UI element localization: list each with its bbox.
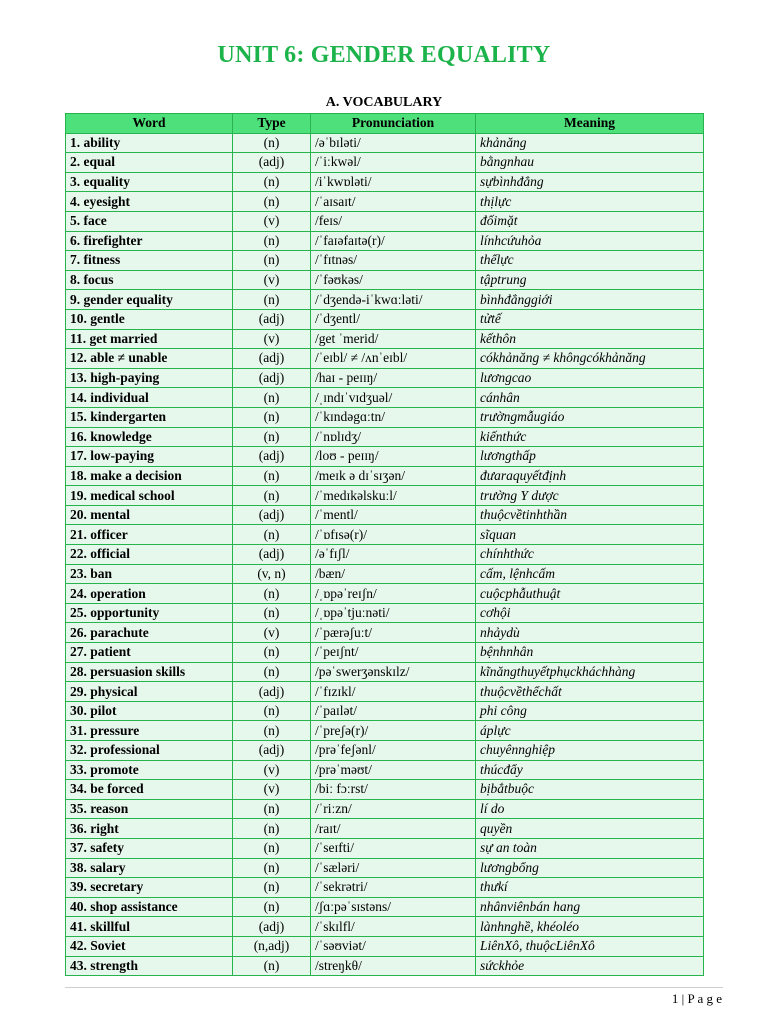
meaning-cell: lươngbổng bbox=[476, 858, 704, 878]
word-cell: 30. pilot bbox=[66, 701, 233, 721]
type-cell: (n) bbox=[233, 525, 311, 545]
type-cell: (v) bbox=[233, 780, 311, 800]
table-row bbox=[66, 819, 704, 839]
meaning-cell: kĩnăngthuyếtphụckháchhàng bbox=[476, 662, 704, 682]
table-header-row bbox=[66, 114, 704, 134]
type-cell: (adj) bbox=[233, 682, 311, 702]
word-cell: 37. safety bbox=[66, 838, 233, 858]
table-row bbox=[66, 721, 704, 741]
meaning-cell: kếthôn bbox=[476, 329, 704, 349]
word-cell: 2. equal bbox=[66, 153, 233, 173]
meaning-cell: cánhân bbox=[476, 388, 704, 408]
pronunciation-cell: /ˈsəʊviət/ bbox=[311, 936, 476, 956]
word-cell: 39. secretary bbox=[66, 878, 233, 898]
type-cell: (n) bbox=[233, 878, 311, 898]
meaning-cell: phi công bbox=[476, 701, 704, 721]
type-cell: (n) bbox=[233, 192, 311, 212]
table-row bbox=[66, 858, 704, 878]
table-row bbox=[66, 211, 704, 231]
pronunciation-cell: /iˈkwɒləti/ bbox=[311, 172, 476, 192]
pronunciation-cell: /haɪ - peɪɪŋ/ bbox=[311, 368, 476, 388]
meaning-cell: bịbắtbuộc bbox=[476, 780, 704, 800]
word-cell: 41. skillful bbox=[66, 917, 233, 937]
word-cell: 12. able ≠ unable bbox=[66, 349, 233, 369]
table-row bbox=[66, 623, 704, 643]
type-cell: (adj) bbox=[233, 741, 311, 761]
meaning-cell: bìnhđẳnggiới bbox=[476, 290, 704, 310]
header-pronunciation: Pronunciation bbox=[311, 114, 476, 134]
pronunciation-cell: /ˈeɪbl/ ≠ /ʌnˈeɪbl/ bbox=[311, 349, 476, 369]
pronunciation-cell: /ˈpærəʃuːt/ bbox=[311, 623, 476, 643]
type-cell: (n) bbox=[233, 897, 311, 917]
meaning-cell: cókhảnăng ≠ khôngcókhảnăng bbox=[476, 349, 704, 369]
type-cell: (n) bbox=[233, 643, 311, 663]
word-cell: 31. pressure bbox=[66, 721, 233, 741]
table-row bbox=[66, 192, 704, 212]
type-cell: (n) bbox=[233, 721, 311, 741]
table-row bbox=[66, 172, 704, 192]
word-cell: 20. mental bbox=[66, 505, 233, 525]
meaning-cell: thịlực bbox=[476, 192, 704, 212]
type-cell: (n) bbox=[233, 427, 311, 447]
meaning-cell: chínhthức bbox=[476, 545, 704, 565]
table-row bbox=[66, 290, 704, 310]
table-row bbox=[66, 799, 704, 819]
type-cell: (v) bbox=[233, 329, 311, 349]
type-cell: (v) bbox=[233, 211, 311, 231]
type-cell: (n) bbox=[233, 172, 311, 192]
header-word: Word bbox=[66, 114, 233, 134]
pronunciation-cell: /raɪt/ bbox=[311, 819, 476, 839]
word-cell: 27. patient bbox=[66, 643, 233, 663]
table-row bbox=[66, 486, 704, 506]
pronunciation-cell: /ˈnɒlɪdʒ/ bbox=[311, 427, 476, 447]
type-cell: (n) bbox=[233, 603, 311, 623]
meaning-cell: nhảydù bbox=[476, 623, 704, 643]
table-row bbox=[66, 780, 704, 800]
word-cell: 26. parachute bbox=[66, 623, 233, 643]
document-title: UNIT 6: GENDER EQUALITY bbox=[217, 42, 551, 68]
word-cell: 24. operation bbox=[66, 584, 233, 604]
meaning-cell: khảnăng bbox=[476, 133, 704, 153]
type-cell: (n) bbox=[233, 584, 311, 604]
pronunciation-cell: /ʃɑːpəˈsɪstəns/ bbox=[311, 897, 476, 917]
word-cell: 1. ability bbox=[66, 133, 233, 153]
pronunciation-cell: /ˈmedɪkəlskuːl/ bbox=[311, 486, 476, 506]
meaning-cell: thểlực bbox=[476, 251, 704, 271]
meaning-cell: bệnhnhân bbox=[476, 643, 704, 663]
pronunciation-cell: /ˈdʒentl/ bbox=[311, 309, 476, 329]
word-cell: 36. right bbox=[66, 819, 233, 839]
table-row bbox=[66, 662, 704, 682]
type-cell: (n) bbox=[233, 819, 311, 839]
table-row bbox=[66, 741, 704, 761]
meaning-cell: trường Y dược bbox=[476, 486, 704, 506]
meaning-cell: tậptrung bbox=[476, 270, 704, 290]
pronunciation-cell: /ˈsekrətri/ bbox=[311, 878, 476, 898]
pronunciation-cell: /feɪs/ bbox=[311, 211, 476, 231]
word-cell: 43. strength bbox=[66, 956, 233, 976]
pronunciation-cell: /ˈfɪzɪkl/ bbox=[311, 682, 476, 702]
table-row bbox=[66, 838, 704, 858]
word-cell: 33. promote bbox=[66, 760, 233, 780]
pronunciation-cell: /biː fɔːrst/ bbox=[311, 780, 476, 800]
type-cell: (n) bbox=[233, 466, 311, 486]
word-cell: 5. face bbox=[66, 211, 233, 231]
footer-divider bbox=[65, 987, 723, 988]
pronunciation-cell: /ˈdʒendə-iˈkwɑːləti/ bbox=[311, 290, 476, 310]
meaning-cell: línhcứuhỏa bbox=[476, 231, 704, 251]
pronunciation-cell: /ˈsæləri/ bbox=[311, 858, 476, 878]
meaning-cell: cấm, lệnhcấm bbox=[476, 564, 704, 584]
word-cell: 23. ban bbox=[66, 564, 233, 584]
pronunciation-cell: /ˈmentl/ bbox=[311, 505, 476, 525]
meaning-cell: trườngmẫugiáo bbox=[476, 407, 704, 427]
table-row bbox=[66, 466, 704, 486]
page-number: 1 | P a g e bbox=[671, 991, 722, 1006]
meaning-cell: chuyênnghiệp bbox=[476, 741, 704, 761]
pronunciation-cell: /prəˈfeʃənl/ bbox=[311, 741, 476, 761]
pronunciation-cell: /ˈpreʃə(r)/ bbox=[311, 721, 476, 741]
word-cell: 13. high-paying bbox=[66, 368, 233, 388]
table-row bbox=[66, 643, 704, 663]
type-cell: (adj) bbox=[233, 368, 311, 388]
meaning-cell: kiếnthức bbox=[476, 427, 704, 447]
table-row bbox=[66, 682, 704, 702]
word-cell: 17. low-paying bbox=[66, 447, 233, 467]
meaning-cell: sứckhỏe bbox=[476, 956, 704, 976]
word-cell: 7. fitness bbox=[66, 251, 233, 271]
header-meaning: Meaning bbox=[476, 114, 704, 134]
pronunciation-cell: /ˈiːkwəl/ bbox=[311, 153, 476, 173]
word-cell: 38. salary bbox=[66, 858, 233, 878]
meaning-cell: thuộcvềtinhthần bbox=[476, 505, 704, 525]
pronunciation-cell: /prəˈməʊt/ bbox=[311, 760, 476, 780]
type-cell: (n) bbox=[233, 290, 311, 310]
pronunciation-cell: /ˈskɪlfl/ bbox=[311, 917, 476, 937]
table-row bbox=[66, 760, 704, 780]
word-cell: 35. reason bbox=[66, 799, 233, 819]
table-row bbox=[66, 956, 704, 976]
type-cell: (adj) bbox=[233, 917, 311, 937]
word-cell: 4. eyesight bbox=[66, 192, 233, 212]
pronunciation-cell: /meɪk ə dɪˈsɪʒən/ bbox=[311, 466, 476, 486]
meaning-cell: lí do bbox=[476, 799, 704, 819]
table-row bbox=[66, 270, 704, 290]
table-row bbox=[66, 231, 704, 251]
pronunciation-cell: /əˈbɪləti/ bbox=[311, 133, 476, 153]
type-cell: (adj) bbox=[233, 153, 311, 173]
word-cell: 42. Soviet bbox=[66, 936, 233, 956]
type-cell: (n) bbox=[233, 133, 311, 153]
word-cell: 22. official bbox=[66, 545, 233, 565]
word-cell: 25. opportunity bbox=[66, 603, 233, 623]
type-cell: (adj) bbox=[233, 505, 311, 525]
pronunciation-cell: /pəˈswerʒənskɪlz/ bbox=[311, 662, 476, 682]
type-cell: (v, n) bbox=[233, 564, 311, 584]
word-cell: 3. equality bbox=[66, 172, 233, 192]
meaning-cell: lànhnghề, khéoléo bbox=[476, 917, 704, 937]
pronunciation-cell: /əˈfɪʃl/ bbox=[311, 545, 476, 565]
table-row bbox=[66, 584, 704, 604]
meaning-cell: sĩquan bbox=[476, 525, 704, 545]
meaning-cell: cơhội bbox=[476, 603, 704, 623]
meaning-cell: đốimặt bbox=[476, 211, 704, 231]
pronunciation-cell: /get ˈmerid/ bbox=[311, 329, 476, 349]
section-heading: A. VOCABULARY bbox=[325, 95, 443, 110]
word-cell: 8. focus bbox=[66, 270, 233, 290]
word-cell: 32. professional bbox=[66, 741, 233, 761]
table-row bbox=[66, 427, 704, 447]
table-row bbox=[66, 447, 704, 467]
meaning-cell: đưaraquyếtđịnh bbox=[476, 466, 704, 486]
table-row bbox=[66, 525, 704, 545]
pronunciation-cell: /ˈriːzn/ bbox=[311, 799, 476, 819]
word-cell: 18. make a decision bbox=[66, 466, 233, 486]
type-cell: (n) bbox=[233, 701, 311, 721]
table-row bbox=[66, 251, 704, 271]
table-row bbox=[66, 917, 704, 937]
pronunciation-cell: /ˈpaɪlət/ bbox=[311, 701, 476, 721]
pronunciation-cell: /ˌɪndɪˈvɪdʒuəl/ bbox=[311, 388, 476, 408]
meaning-cell: áplực bbox=[476, 721, 704, 741]
pronunciation-cell: /ˈɒfɪsə(r)/ bbox=[311, 525, 476, 545]
word-cell: 29. physical bbox=[66, 682, 233, 702]
meaning-cell: lươngthấp bbox=[476, 447, 704, 467]
meaning-cell: sựbìnhđẳng bbox=[476, 172, 704, 192]
word-cell: 10. gentle bbox=[66, 309, 233, 329]
word-cell: 19. medical school bbox=[66, 486, 233, 506]
type-cell: (n) bbox=[233, 407, 311, 427]
type-cell: (adj) bbox=[233, 447, 311, 467]
type-cell: (v) bbox=[233, 270, 311, 290]
type-cell: (n) bbox=[233, 858, 311, 878]
type-cell: (v) bbox=[233, 760, 311, 780]
word-cell: 16. knowledge bbox=[66, 427, 233, 447]
pronunciation-cell: /ˈfɪtnəs/ bbox=[311, 251, 476, 271]
table-row bbox=[66, 368, 704, 388]
type-cell: (n) bbox=[233, 231, 311, 251]
table-row bbox=[66, 329, 704, 349]
meaning-cell: bằngnhau bbox=[476, 153, 704, 173]
table-row bbox=[66, 564, 704, 584]
type-cell: (n) bbox=[233, 251, 311, 271]
type-cell: (n) bbox=[233, 662, 311, 682]
type-cell: (v) bbox=[233, 623, 311, 643]
word-cell: 9. gender equality bbox=[66, 290, 233, 310]
pronunciation-cell: /ˈfəʊkəs/ bbox=[311, 270, 476, 290]
pronunciation-cell: /ˈseɪfti/ bbox=[311, 838, 476, 858]
pronunciation-cell: /ˈaɪsaɪt/ bbox=[311, 192, 476, 212]
word-cell: 21. officer bbox=[66, 525, 233, 545]
table-row bbox=[66, 349, 704, 369]
header-type: Type bbox=[233, 114, 311, 134]
type-cell: (n,adj) bbox=[233, 936, 311, 956]
type-cell: (n) bbox=[233, 799, 311, 819]
meaning-cell: lươngcao bbox=[476, 368, 704, 388]
type-cell: (adj) bbox=[233, 349, 311, 369]
meaning-cell: sự an toàn bbox=[476, 838, 704, 858]
word-cell: 11. get married bbox=[66, 329, 233, 349]
table-row bbox=[66, 407, 704, 427]
meaning-cell: thưkí bbox=[476, 878, 704, 898]
pronunciation-cell: /ˈfaɪəfaɪtə(r)/ bbox=[311, 231, 476, 251]
table-row bbox=[66, 133, 704, 153]
meaning-cell: thuộcvềthểchất bbox=[476, 682, 704, 702]
type-cell: (n) bbox=[233, 486, 311, 506]
pronunciation-cell: /streŋkθ/ bbox=[311, 956, 476, 976]
pronunciation-cell: /bæn/ bbox=[311, 564, 476, 584]
meaning-cell: quyền bbox=[476, 819, 704, 839]
type-cell: (adj) bbox=[233, 545, 311, 565]
table-row bbox=[66, 701, 704, 721]
word-cell: 28. persuasion skills bbox=[66, 662, 233, 682]
type-cell: (adj) bbox=[233, 309, 311, 329]
table-row bbox=[66, 878, 704, 898]
table-row bbox=[66, 505, 704, 525]
meaning-cell: cuộcphẫuthuật bbox=[476, 584, 704, 604]
pronunciation-cell: /ˌɒpəˈreɪʃn/ bbox=[311, 584, 476, 604]
table-row bbox=[66, 153, 704, 173]
word-cell: 40. shop assistance bbox=[66, 897, 233, 917]
word-cell: 14. individual bbox=[66, 388, 233, 408]
table-row bbox=[66, 603, 704, 623]
table-row bbox=[66, 388, 704, 408]
word-cell: 34. be forced bbox=[66, 780, 233, 800]
table-row bbox=[66, 936, 704, 956]
meaning-cell: tửtế bbox=[476, 309, 704, 329]
word-cell: 15. kindergarten bbox=[66, 407, 233, 427]
pronunciation-cell: /ˈpeɪʃnt/ bbox=[311, 643, 476, 663]
type-cell: (n) bbox=[233, 956, 311, 976]
pronunciation-cell: /loʊ - peɪɪŋ/ bbox=[311, 447, 476, 467]
pronunciation-cell: /ˌɒpəˈtjuːnəti/ bbox=[311, 603, 476, 623]
word-cell: 6. firefighter bbox=[66, 231, 233, 251]
table-row bbox=[66, 309, 704, 329]
vocabulary-table bbox=[65, 113, 704, 976]
type-cell: (n) bbox=[233, 838, 311, 858]
table-row bbox=[66, 897, 704, 917]
pronunciation-cell: /ˈkɪndəgɑːtn/ bbox=[311, 407, 476, 427]
meaning-cell: LiênXô, thuộcLiênXô bbox=[476, 936, 704, 956]
type-cell: (n) bbox=[233, 388, 311, 408]
meaning-cell: nhânviênbán hang bbox=[476, 897, 704, 917]
table-row bbox=[66, 545, 704, 565]
meaning-cell: thúcđẩy bbox=[476, 760, 704, 780]
